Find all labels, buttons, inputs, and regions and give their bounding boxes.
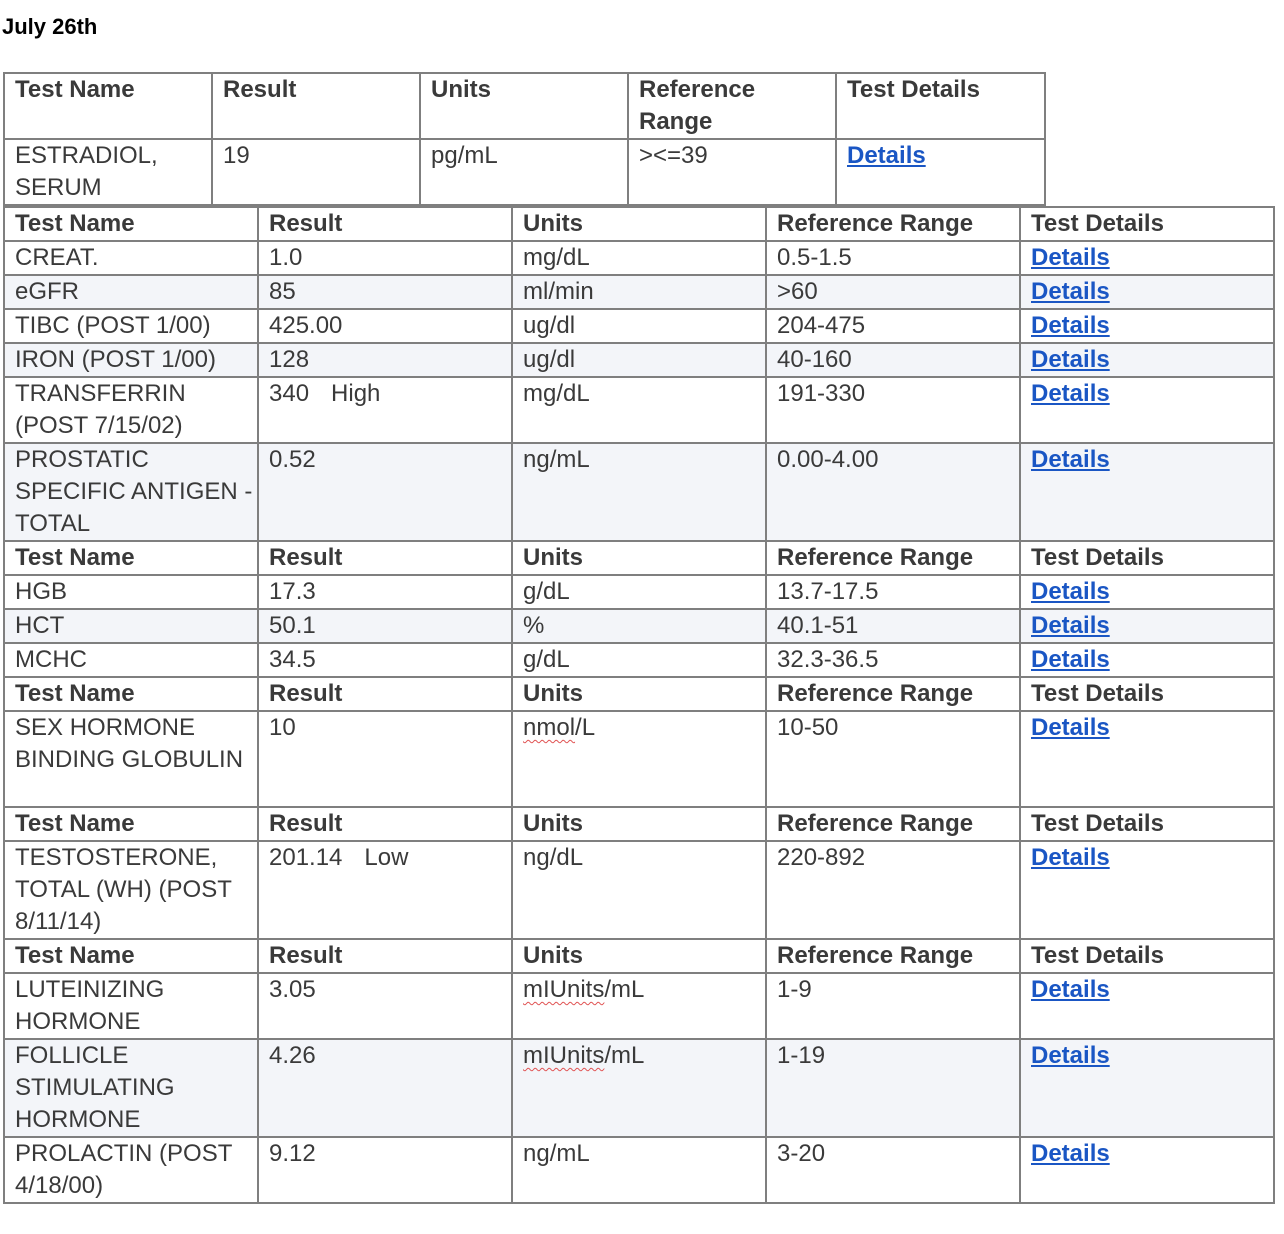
header-row (4, 939, 1274, 973)
details-cell (1020, 309, 1274, 343)
table-row (4, 1137, 1274, 1203)
units-cell: ng/mL (512, 443, 766, 541)
column-header-reference-range: Reference Range (628, 73, 836, 139)
units-cell: ug/dl (512, 343, 766, 377)
units-cell: g/dL (512, 575, 766, 609)
units-cell: ml/min (512, 275, 766, 309)
reference-range-cell: 40-160 (766, 343, 1020, 377)
column-header-reference-range: Reference Range (766, 207, 1020, 241)
details-link[interactable]: Details (1031, 1042, 1110, 1069)
column-header-reference-range: Reference Range (766, 541, 1020, 575)
details-link[interactable]: Details (1031, 278, 1110, 305)
table-row (4, 377, 1274, 443)
result-cell (258, 1137, 512, 1203)
column-header-reference-range: Reference Range (766, 939, 1020, 973)
result-cell (258, 343, 512, 377)
details-link[interactable]: Details (1031, 578, 1110, 605)
spellcheck-underline: nmol (523, 714, 576, 741)
result-value: 10 (269, 714, 296, 741)
column-header-test-details: Test Details (1020, 677, 1274, 711)
result-value: 50.1 (269, 612, 316, 639)
table-row (4, 575, 1274, 609)
details-cell (1020, 711, 1274, 807)
test-name-cell: eGFR (4, 275, 258, 309)
header-row (4, 541, 1274, 575)
spellcheck-underline: mIUnits (523, 1042, 605, 1069)
result-value: 128 (269, 346, 310, 373)
table-row (4, 443, 1274, 541)
header-row (4, 677, 1274, 711)
reference-range-cell: 220-892 (766, 841, 1020, 939)
test-name-cell: HCT (4, 609, 258, 643)
details-link[interactable]: Details (1031, 244, 1110, 271)
result-cell (258, 609, 512, 643)
first-results-table (3, 72, 1046, 206)
details-link[interactable]: Details (1031, 646, 1110, 673)
details-cell (1020, 973, 1274, 1039)
result-value: 85 (269, 278, 296, 305)
results-body (4, 207, 1274, 1203)
column-header-test-name: Test Name (4, 73, 212, 139)
table-row (4, 609, 1274, 643)
details-link[interactable]: Details (1031, 1140, 1110, 1167)
column-header-result: Result (258, 207, 512, 241)
units-suffix: /mL (604, 976, 645, 1003)
details-cell (1020, 275, 1274, 309)
details-cell (1020, 241, 1274, 275)
result-value: 425.00 (269, 312, 343, 339)
column-header-test-name: Test Name (4, 677, 258, 711)
result-cell (258, 309, 512, 343)
result-value: 34.5 (269, 646, 316, 673)
units-cell: pg/mL (420, 139, 628, 205)
column-header-result: Result (258, 939, 512, 973)
reference-range-cell: 0.5-1.5 (766, 241, 1020, 275)
details-cell (1020, 841, 1274, 939)
units-cell: mg/dL (512, 377, 766, 443)
reference-range-cell: 10-50 (766, 711, 1020, 807)
column-header-test-details: Test Details (1020, 807, 1274, 841)
column-header-result: Result (258, 541, 512, 575)
result-cell (258, 973, 512, 1039)
details-cell (1020, 575, 1274, 609)
column-header-result: Result (212, 73, 420, 139)
result-value: 201.14 (269, 844, 343, 871)
table-row (4, 1039, 1274, 1137)
test-name-cell: IRON (POST 1/00) (4, 343, 258, 377)
units-cell: mg/dL (512, 241, 766, 275)
result-value: 17.3 (269, 578, 316, 605)
result-value: 3.05 (269, 976, 316, 1003)
units-suffix: /mL (604, 1042, 645, 1069)
details-link[interactable]: Details (1031, 612, 1110, 639)
units-cell: ng/dL (512, 841, 766, 939)
units-cell: ug/dl (512, 309, 766, 343)
table-row (4, 309, 1274, 343)
result-flag: Low (364, 844, 409, 871)
column-header-units: Units (512, 807, 766, 841)
column-header-test-name: Test Name (4, 541, 258, 575)
test-name-cell: MCHC (4, 643, 258, 677)
reference-range-cell: 13.7-17.5 (766, 575, 1020, 609)
details-link[interactable]: Details (1031, 844, 1110, 871)
column-header-units: Units (512, 541, 766, 575)
test-name-cell: PROSTATIC SPECIFIC ANTIGEN - TOTAL (4, 443, 258, 541)
details-link[interactable]: Details (1031, 976, 1110, 1003)
column-header-test-name: Test Name (4, 207, 258, 241)
table-row (4, 275, 1274, 309)
table-row (4, 711, 1274, 807)
result-cell (258, 377, 512, 443)
header-row (4, 73, 1045, 139)
details-cell (1020, 643, 1274, 677)
column-header-reference-range: Reference Range (766, 807, 1020, 841)
column-header-units: Units (512, 207, 766, 241)
test-name-cell: TIBC (POST 1/00) (4, 309, 258, 343)
reference-range-cell: 32.3-36.5 (766, 643, 1020, 677)
result-cell (258, 241, 512, 275)
column-header-result: Result (258, 677, 512, 711)
test-name-cell: TESTOSTERONE, TOTAL (WH) (POST 8/11/14) (4, 841, 258, 939)
result-value: 4.26 (269, 1042, 316, 1069)
result-cell (258, 1039, 512, 1137)
details-link[interactable]: Details (1031, 714, 1110, 741)
units-cell (512, 973, 766, 1039)
result-cell (258, 575, 512, 609)
table-row (4, 139, 1045, 205)
test-name-cell: CREAT. (4, 241, 258, 275)
units-cell: g/dL (512, 643, 766, 677)
test-name-cell: TRANSFERRIN (POST 7/15/02) (4, 377, 258, 443)
units-cell: % (512, 609, 766, 643)
column-header-reference-range: Reference Range (766, 677, 1020, 711)
reference-range-cell: 1-19 (766, 1039, 1020, 1137)
test-name-cell: SEX HORMONE BINDING GLOBULIN (4, 711, 258, 807)
details-link[interactable]: Details (1031, 446, 1110, 473)
test-name-cell: LUTEINIZING HORMONE (4, 973, 258, 1039)
table-row (4, 973, 1274, 1039)
reference-range-cell: >60 (766, 275, 1020, 309)
details-cell (1020, 1039, 1274, 1137)
column-header-units: Units (512, 939, 766, 973)
results-table (3, 206, 1275, 1204)
units-suffix: /L (575, 714, 596, 741)
result-cell (258, 443, 512, 541)
details-cell (1020, 443, 1274, 541)
reference-range-cell: 1-9 (766, 973, 1020, 1039)
table-row (4, 841, 1274, 939)
result-cell (258, 275, 512, 309)
column-header-test-details: Test Details (1020, 207, 1274, 241)
units-cell (512, 1039, 766, 1137)
result-value: 340 (269, 380, 310, 407)
result-cell (258, 841, 512, 939)
reference-range-cell: 191-330 (766, 377, 1020, 443)
reference-range-cell: 3-20 (766, 1137, 1020, 1203)
table-row (4, 343, 1274, 377)
spellcheck-underline: mIUnits (523, 976, 605, 1003)
result-flag: High (331, 380, 381, 407)
details-link[interactable]: Details (847, 142, 926, 169)
page-title: July 26th (2, 14, 98, 39)
column-header-test-name: Test Name (4, 939, 258, 973)
column-header-test-name: Test Name (4, 807, 258, 841)
column-header-result: Result (258, 807, 512, 841)
reference-range-cell: ><=39 (628, 139, 836, 205)
details-link[interactable]: Details (1031, 346, 1110, 373)
details-cell (1020, 343, 1274, 377)
test-name-cell: ESTRADIOL, SERUM (4, 139, 212, 205)
details-link[interactable]: Details (1031, 380, 1110, 407)
details-cell (1020, 1137, 1274, 1203)
column-header-test-details: Test Details (1020, 541, 1274, 575)
table-row (4, 643, 1274, 677)
details-cell (1020, 609, 1274, 643)
table-row (4, 241, 1274, 275)
header-row (4, 807, 1274, 841)
details-link[interactable]: Details (1031, 312, 1110, 339)
result-value: 0.52 (269, 446, 316, 473)
test-name-cell: PROLACTIN (POST 4/18/00) (4, 1137, 258, 1203)
details-cell (836, 139, 1045, 205)
units-cell: ng/mL (512, 1137, 766, 1203)
result-cell (258, 711, 512, 807)
column-header-test-details: Test Details (1020, 939, 1274, 973)
test-name-cell: HGB (4, 575, 258, 609)
reference-range-cell: 204-475 (766, 309, 1020, 343)
result-cell (258, 643, 512, 677)
reference-range-cell: 40.1-51 (766, 609, 1020, 643)
units-cell (512, 711, 766, 807)
column-header-units: Units (420, 73, 628, 139)
column-header-units: Units (512, 677, 766, 711)
result-value: 1.0 (269, 244, 303, 271)
reference-range-cell: 0.00-4.00 (766, 443, 1020, 541)
test-name-cell: FOLLICLE STIMULATING HORMONE (4, 1039, 258, 1137)
header-row (4, 207, 1274, 241)
result-value: 9.12 (269, 1140, 316, 1167)
details-cell (1020, 377, 1274, 443)
column-header-test-details: Test Details (836, 73, 1045, 139)
result-cell: 19 (212, 139, 420, 205)
